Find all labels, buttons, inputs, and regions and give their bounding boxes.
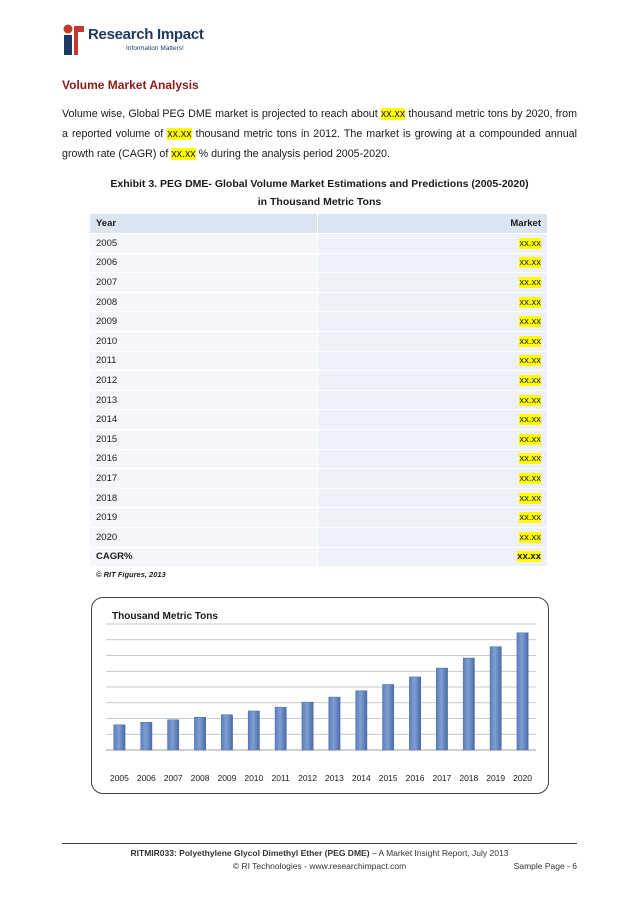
intro-text: thousand metric tons in 2012. The market is growing at a compounded annual growth rate (CAGR) of xyxy=(62,128,577,160)
bar-2008 xyxy=(194,717,205,750)
x-tick-label: 2015 xyxy=(378,773,398,783)
table-cell-market xyxy=(318,351,548,371)
research-impact-logo-icon xyxy=(60,22,86,56)
table-row xyxy=(90,371,548,391)
x-tick-label: 2016 xyxy=(405,773,425,783)
placeholder-value: xx.xx xyxy=(519,473,541,485)
exhibit-title-line1: Exhibit 3. PEG DME- Global Volume Market Estimations and Predictions (2005-2020) xyxy=(110,178,529,190)
table-cell-market xyxy=(318,528,548,548)
table-cell-year: 2007 xyxy=(90,273,318,293)
bar-2017 xyxy=(436,668,447,750)
exhibit-title xyxy=(62,175,577,211)
bar-2016 xyxy=(409,677,420,750)
table-cell-year: 2017 xyxy=(90,469,318,489)
bar-chart xyxy=(92,598,550,795)
exhibit-title-line2: in Thousand Metric Tons xyxy=(257,196,382,208)
table-cell-market xyxy=(318,292,548,312)
logo-name: Research Impact xyxy=(88,26,204,43)
table-row xyxy=(90,234,548,254)
x-tick-label: 2017 xyxy=(432,773,452,783)
bar-2006 xyxy=(141,722,152,750)
table-cell-year: 2016 xyxy=(90,449,318,469)
intro-paragraph xyxy=(62,104,577,164)
footer-report-desc: – A Market Insight Report, July 2013 xyxy=(369,848,509,858)
bar-2007 xyxy=(168,720,179,750)
x-tick-label: 2012 xyxy=(298,773,318,783)
table-cell-market xyxy=(318,488,548,508)
table-row xyxy=(90,273,548,293)
table-row xyxy=(90,488,548,508)
footer-divider xyxy=(62,843,577,844)
table-source-row xyxy=(90,567,548,583)
placeholder-value: xx.xx xyxy=(519,316,541,328)
bar-2018 xyxy=(463,658,474,750)
table-cell-year: 2014 xyxy=(90,410,318,430)
x-tick-label: 2013 xyxy=(324,773,344,783)
intro-text: Volume wise, Global PEG DME market is projected to reach about xyxy=(62,108,381,120)
x-tick-label: 2008 xyxy=(190,773,210,783)
table-row xyxy=(90,449,548,469)
placeholder-value: xx.xx xyxy=(519,375,541,387)
placeholder-value: xx.xx xyxy=(519,433,541,445)
intro-text: thousand metric tons by 2020, from a reported volume of xyxy=(62,108,577,140)
placeholder-value: xx.xx xyxy=(380,108,406,120)
bar-2020 xyxy=(517,633,528,750)
table-cell-market xyxy=(318,273,548,293)
table-cell-year: 2008 xyxy=(90,292,318,312)
bar-2010 xyxy=(248,711,259,750)
table-cell-market xyxy=(318,332,548,352)
chart-title: Thousand Metric Tons xyxy=(112,611,218,622)
table-row xyxy=(90,469,548,489)
table-cell-year: 2018 xyxy=(90,488,318,508)
table-cell-year: 2009 xyxy=(90,312,318,332)
section-heading: Volume Market Analysis xyxy=(62,78,199,92)
x-tick-label: 2011 xyxy=(271,773,290,783)
table-cell-year: 2020 xyxy=(90,528,318,548)
x-tick-label: 2010 xyxy=(244,773,264,783)
table-cell-market xyxy=(318,390,548,410)
table-row xyxy=(90,332,548,352)
table-row xyxy=(90,508,548,528)
table-row xyxy=(90,528,548,548)
table-row xyxy=(90,430,548,450)
placeholder-value: xx.xx xyxy=(517,551,541,563)
table-cell-year: 2005 xyxy=(90,234,318,254)
table-cell-market xyxy=(318,312,548,332)
x-tick-label: 2018 xyxy=(459,773,479,783)
logo-tagline: Information Matters! xyxy=(126,45,184,52)
volume-chart xyxy=(91,597,549,794)
table-cell-year: 2011 xyxy=(90,351,318,371)
placeholder-value: xx.xx xyxy=(519,512,541,524)
footer-copyright: © RI Technologies - www.researchimpact.com xyxy=(232,861,407,871)
table-cell-market xyxy=(318,253,548,273)
table-cell-year: 2012 xyxy=(90,371,318,391)
table-row xyxy=(90,410,548,430)
volume-table xyxy=(90,214,548,583)
bar-2019 xyxy=(490,647,501,750)
table-row xyxy=(90,292,548,312)
bar-2014 xyxy=(356,691,367,750)
table-cell-year: 2013 xyxy=(90,390,318,410)
placeholder-value: xx.xx xyxy=(171,148,196,160)
table-cell-market xyxy=(318,234,548,254)
x-tick-label: 2020 xyxy=(513,773,533,783)
table-cell-year: 2019 xyxy=(90,508,318,528)
column-header-market: Market xyxy=(318,214,548,234)
x-tick-label: 2009 xyxy=(217,773,237,783)
bar-2005 xyxy=(114,725,125,750)
table-cell-market xyxy=(318,430,548,450)
table-cell-market xyxy=(318,410,548,430)
bar-2009 xyxy=(221,715,232,750)
placeholder-value: xx.xx xyxy=(519,453,541,465)
x-tick-label: 2005 xyxy=(109,773,129,783)
brand-logo xyxy=(60,22,204,58)
intro-text: % during the analysis period 2005-2020. xyxy=(195,148,390,160)
table-cell-year: 2006 xyxy=(90,253,318,273)
placeholder-value: xx.xx xyxy=(519,237,541,249)
x-tick-label: 2006 xyxy=(136,773,156,783)
x-tick-label: 2019 xyxy=(486,773,506,783)
bar-2015 xyxy=(383,684,394,750)
placeholder-value: xx.xx xyxy=(519,492,541,504)
table-cell-year: 2015 xyxy=(90,430,318,450)
footer-page-number: Sample Page - 6 xyxy=(513,861,577,871)
table-cell-market xyxy=(318,371,548,391)
table-row xyxy=(90,253,548,273)
footer-report-code: RITMIR033: Polyethylene Glycol Dimethyl Ether (PEG DME) xyxy=(130,848,370,858)
cagr-cell xyxy=(318,547,548,567)
table-cell-market xyxy=(318,508,548,528)
bar-2011 xyxy=(275,707,286,750)
table-source-note: © RIT Figures, 2013 xyxy=(90,567,548,583)
placeholder-value: xx.xx xyxy=(167,128,192,140)
table-cell-market xyxy=(318,469,548,489)
bar-2013 xyxy=(329,697,340,750)
placeholder-value: xx.xx xyxy=(519,296,541,308)
table-row xyxy=(90,312,548,332)
table-cell-year: 2010 xyxy=(90,332,318,352)
placeholder-value: xx.xx xyxy=(519,531,541,543)
table-row xyxy=(90,390,548,410)
cagr-label: CAGR% xyxy=(90,547,318,567)
table-header-row xyxy=(90,214,548,234)
column-header-year: Year xyxy=(90,214,318,234)
table-cell-market xyxy=(318,449,548,469)
placeholder-value: xx.xx xyxy=(519,394,541,406)
placeholder-value: xx.xx xyxy=(519,335,541,347)
x-tick-label: 2007 xyxy=(163,773,183,783)
bar-2012 xyxy=(302,702,313,750)
placeholder-value: xx.xx xyxy=(519,257,541,269)
x-tick-label: 2014 xyxy=(351,773,371,783)
placeholder-value: xx.xx xyxy=(519,414,541,426)
table-row-cagr xyxy=(90,547,548,567)
footer-report-line xyxy=(62,848,577,858)
table-row xyxy=(90,351,548,371)
placeholder-value: xx.xx xyxy=(519,277,541,289)
placeholder-value: xx.xx xyxy=(519,355,541,367)
